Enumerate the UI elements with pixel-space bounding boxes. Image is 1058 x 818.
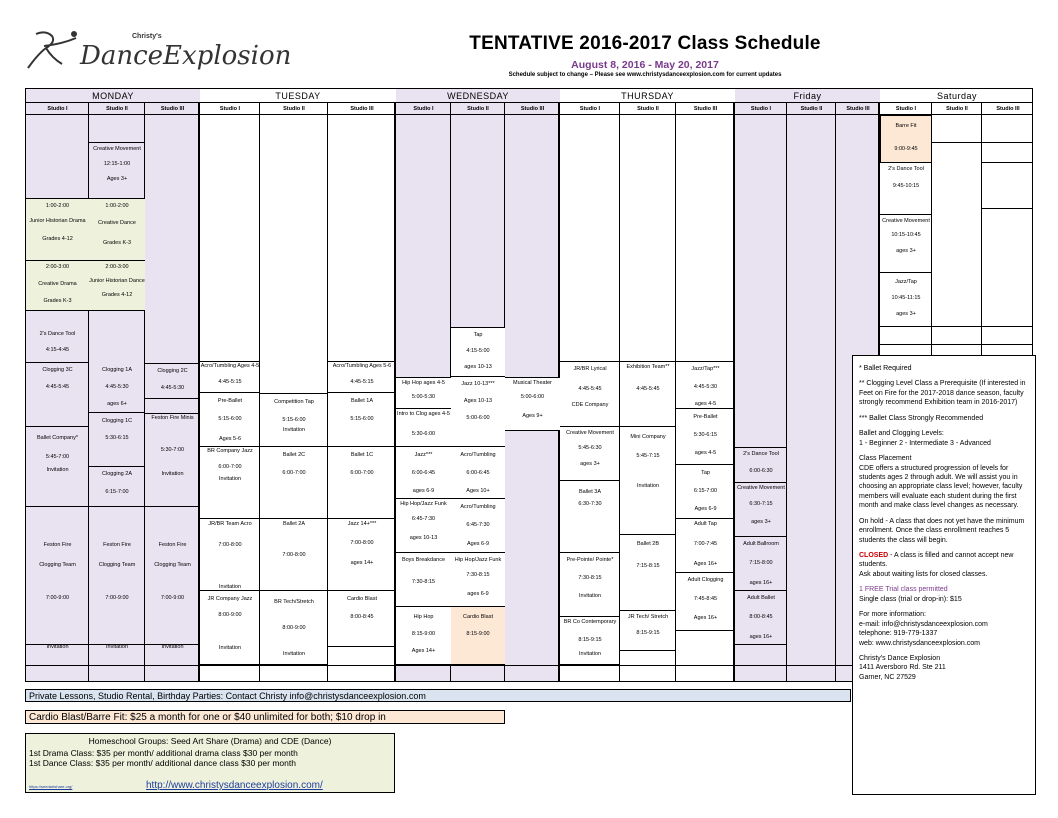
- website-link[interactable]: http://www.christysdanceexplosion.com/: [146, 780, 323, 791]
- class-cell: Cardio Blast 8:15-9:00: [451, 607, 505, 665]
- class-cell: Pre-Ballet 5:30-6:15 ages 4-5: [676, 409, 735, 465]
- studio-header: Studio I: [880, 103, 932, 115]
- homeschool-drama-price: 1st Drama Class: $35 per month/ additional drama class $30 per month: [29, 748, 298, 758]
- logo-small-text: Christy's: [132, 33, 162, 40]
- empty-slot: [26, 115, 89, 199]
- logo-main-text: DanceExplosion: [80, 41, 292, 71]
- day-header-wednesday: WEDNESDAY: [396, 89, 560, 103]
- class-cell: JR/BR Team Acro 7:00-8:00 Invitation: [200, 519, 260, 591]
- studio-header: Studio II: [451, 103, 505, 115]
- note-clogging-prereq: ** Clogging Level Class a Prerequisite (If interested in Feet on Fire for the 2017-2018 dance season, faculty strongly recommend Exhibition team in 2016-2017): [859, 380, 1026, 407]
- homeschool-title: Homeschool Groups: Seed Art Share (Drama) and CDE (Dance): [88, 736, 332, 746]
- class-cell: Pre-Ballet 5:15-6:00 Ages 5-6: [200, 393, 260, 447]
- class-cell: 1:00-2:00 Junior Historian Drama Grades 4-12: [26, 199, 89, 261]
- class-cell: Adult Clogging 7:45-8:45 Ages 16+: [676, 573, 735, 631]
- empty-slot: [89, 115, 145, 143]
- class-cell: Adult Ballet 8:00-8:45 ages 16+: [735, 591, 787, 645]
- class-cell: Hip Hop 8:15-9:00 Ages 14+: [396, 607, 451, 665]
- class-cell: 2's Dance Tool 4:15-4:45: [26, 327, 89, 363]
- class-cell: Ballet 2C 6:00-7:00: [260, 447, 328, 519]
- class-cell: Acro/Tumbling Ages 4-5 4:45-5:15: [200, 361, 260, 393]
- studio-header: Studio I: [735, 103, 787, 115]
- studio-header: Studio III: [676, 103, 735, 115]
- class-cell: Adult Ballroom 7:15-8:00 ages 16+: [735, 537, 787, 591]
- studio-header: Studio II: [260, 103, 328, 115]
- empty-slot: [26, 311, 89, 327]
- homeschool-dance-price: 1st Dance Class: $35 per month/ additional dance class $30 per month: [29, 758, 296, 768]
- class-cell: BR Tech/Stretch 8:00-9:00 Invitation: [260, 591, 328, 665]
- studio-header: Studio II: [787, 103, 836, 115]
- studio-header: Studio I: [560, 103, 620, 115]
- business-city: Garner, NC 27529: [859, 673, 916, 681]
- class-cell: Clogging 3C 4:45-5:45: [26, 363, 89, 427]
- logo: [22, 24, 292, 78]
- notes-box: [852, 355, 1036, 795]
- class-cell: Competition Tap 5:15-6:00 Invitation: [260, 393, 328, 447]
- class-cell: Ballet 2A 7:00-8:00: [260, 519, 328, 591]
- class-cell: Intro to Clog ages 4-5 5:30-6:00: [396, 409, 451, 447]
- class-cell: Creative Movement 10:15-10:45 ages 3+: [880, 215, 932, 273]
- contact-telephone: telephone: 919-779-1337: [859, 630, 938, 638]
- class-cell: Hip Hop/Jazz Funk 7:30-8:15 ages 6-9: [451, 553, 505, 607]
- studio-header: Studio III: [145, 103, 200, 115]
- class-cell: JR/BR Lyrical 4:45-5:45 CDE Company: [560, 361, 620, 427]
- class-cell: Feston Fire Clogging Team 7:00-9:00 Invitation: [26, 507, 89, 645]
- class-cell: 2's Dance Tool 9:45-10:15: [880, 163, 932, 215]
- class-cell: Feston Fire Minis 5:30-7:00 Invitation: [145, 413, 200, 507]
- note-free-trial: 1 FREE Trial class permitted: [859, 586, 948, 594]
- class-cell: Acro/Tumbling Ages 5-6 4:45-5:15: [328, 361, 396, 393]
- seed-art-share-link[interactable]: https://seedartshare.org/: [29, 784, 73, 789]
- studio-header: Studio I: [200, 103, 260, 115]
- studio-header: Studio III: [328, 103, 396, 115]
- class-cell: Jazz/Tap 10:45-11:15 ages 3+: [880, 273, 932, 327]
- class-cell: Acro/Tumbling 6:45-7:30 Ages 6-9: [451, 499, 505, 553]
- studio-header: Studio II: [620, 103, 676, 115]
- class-cell: Acro/Tumbling 6:00-6:45 Ages 10+: [451, 447, 505, 499]
- class-cell: 1:00-2:00 Creative Dance Grades K-3: [89, 199, 145, 261]
- empty-slot: [982, 143, 1033, 163]
- class-cell: JR Company Jazz 8:00-9:00 Invitation: [200, 591, 260, 665]
- note-levels: 1 - Beginner 2 - Intermediate 3 - Advanced: [859, 439, 991, 447]
- class-cell: Hip Hop ages 4-5 5:00-5:30: [396, 377, 451, 409]
- class-cell: Musical Theater 5:00-6:00 Ages 9+: [505, 377, 560, 431]
- class-cell: Creative Movement 6:30-7:15 ages 3+: [735, 483, 787, 537]
- empty-slot: [932, 115, 1033, 143]
- class-cell: Clogging 2C 4:45-5:30: [145, 363, 200, 399]
- class-cell: Hip Hop/Jazz Funk 6:45-7:30 ages 10-13: [396, 499, 451, 553]
- studio-header: Studio III: [982, 103, 1033, 115]
- closed-label: CLOSED: [859, 552, 889, 559]
- studio-header: Studio I: [26, 103, 89, 115]
- private-lessons-bar: Private Lessons, Studio Rental, Birthday Parties: Contact Christy info@christysdanceexplosion.com: [25, 689, 851, 702]
- class-cell: Mini Company 5:45-7:15 Invitation: [620, 427, 676, 535]
- class-cell: Feston Fire Clogging Team 7:00-9:00 Invitation: [89, 507, 145, 645]
- day-header-saturday: Saturday: [880, 89, 1033, 103]
- class-cell: Barre Fit 9:00-9:45: [880, 115, 932, 163]
- col-fri-s2: [787, 89, 836, 682]
- note-single-class: Single class (trial or drop-in): $15: [859, 595, 962, 603]
- note-placement-title: Class Placement: [859, 455, 912, 463]
- dancer-figure-icon: [28, 32, 76, 68]
- class-cell: Clogging 1A 4:45-5:30 ages 6+: [89, 363, 145, 413]
- empty-slot: [982, 163, 1033, 209]
- schedule-subject-note: Schedule subject to change – Please see www.christysdanceexplosion.com for current updates: [508, 72, 782, 78]
- class-cell: Tap 6:15-7:00 Ages 6-9: [676, 465, 735, 519]
- class-cell: Cardio Blast 8:00-8:45: [328, 591, 396, 647]
- class-cell: 2:00-3:00 Junior Historian Dance Grades 4-12: [89, 261, 145, 311]
- studio-header: Studio II: [932, 103, 982, 115]
- class-cell: Ballet 3A 6:30-7:30: [560, 481, 620, 553]
- contact-email[interactable]: e-mail: info@christysdanceexplosion.com: [859, 620, 988, 628]
- class-cell: Ballet 1A 5:15-6:00: [328, 393, 396, 447]
- note-on-hold: On hold - A class that does not yet have the minimum enrollment. Once the class enrollment reaches 5 students the class will begin.: [859, 517, 1025, 544]
- note-levels-title: Ballet and Clogging Levels:: [859, 430, 944, 438]
- class-cell: Feston Fire Clogging Team 7:00-9:00 Invitation: [145, 507, 200, 645]
- empty-slot: [932, 309, 1033, 327]
- homeschool-box: [25, 733, 395, 793]
- note-ballet-recommended: *** Ballet Class Strongly Recommended: [859, 414, 984, 422]
- class-cell: Pre-Pointe/ Pointe* 7:30-8:15 Invitation: [560, 553, 620, 617]
- season-dates: August 8, 2016 - May 20, 2017: [571, 59, 719, 71]
- class-cell: Tap 4:15-5:00 ages 10-13: [451, 327, 505, 377]
- class-cell: Boys Breakdance 7:30-8:15: [396, 553, 451, 607]
- class-cell: Adult Tap 7:00-7:45 Ages 16+: [676, 519, 735, 573]
- contact-web[interactable]: web: www.christysdanceexplosion.com: [859, 639, 980, 647]
- class-cell: JR Tech/ Stretch 8:15-9:15: [620, 611, 676, 651]
- class-cell: Clogging 1C 5:30-6:15: [89, 413, 145, 467]
- business-name: Christy's Dance Explosion: [859, 654, 941, 662]
- class-cell: Ballet Company* 5:45-7:00 Invitation: [26, 427, 89, 507]
- note-waiting-list: Ask about waiting lists for closed classes.: [859, 570, 988, 578]
- class-cell: BR Company Jazz 6:00-7:00 Invitation: [200, 447, 260, 519]
- note-more-info: For more information:: [859, 611, 926, 619]
- class-cell: 2's Dance Tool 6:00-6:30: [735, 447, 787, 483]
- studio-header: Studio I: [396, 103, 451, 115]
- class-cell: Creative Movement 12:15-1:00 Ages 3+: [89, 143, 145, 199]
- studio-header: Studio III: [836, 103, 880, 115]
- studio-header: Studio II: [89, 103, 145, 115]
- note-closed: CLOSED - A class is filled and cannot accept new students.: [859, 552, 1014, 569]
- class-cell: Jazz/Tap*** 4:45-5:30 ages 4-5: [676, 361, 735, 409]
- empty-slot: [880, 327, 1033, 345]
- day-header-friday: Friday: [735, 89, 880, 103]
- class-cell: Ballet 1C 6:00-7:00: [328, 447, 396, 519]
- class-cell: Jazz 14+*** 7:00-8:00 ages 14+: [328, 519, 396, 591]
- class-cell: Jazz 10-13*** Ages 10-13 5:00-6:00: [451, 377, 505, 447]
- class-cell: Exhibition Team** 4:45-5:45: [620, 361, 676, 427]
- class-cell: Jazz*** 6:00-6:45 ages 6-9: [396, 447, 451, 499]
- page-title: TENTATIVE 2016-2017 Class Schedule: [469, 33, 821, 54]
- studio-header: Studio III: [505, 103, 560, 115]
- day-header-monday: MONDAY: [26, 89, 200, 103]
- cardio-pricing-bar: Cardio Blast/Barre Fit: $25 a month for one or $40 unlimited for both; $10 drop in: [25, 710, 505, 724]
- class-cell: BR Co Contemporary 8:15-9:15 Invitation: [560, 617, 620, 665]
- class-cell: 2:00-3:00 Creative Drama Grades K-3: [26, 261, 89, 311]
- business-address: 1411 Aversboro Rd. Ste 211: [859, 664, 946, 672]
- class-cell: Creative Movement 5:45-6:30 ages 3+: [560, 427, 620, 481]
- class-cell: Ballet 2B 7:15-8:15: [620, 535, 676, 611]
- note-ballet-required: * Ballet Required: [859, 365, 912, 372]
- note-placement: CDE offers a structured progression of levels for students ages 2 through adult. We will assist you in choosing an appropriate class level; however, faculty members will evaluate each student during the first month and make class level changes as necessary.: [859, 464, 1023, 510]
- day-header-tuesday: TUESDAY: [200, 89, 396, 103]
- class-cell: Clogging 2A 6:15-7:00: [89, 467, 145, 507]
- day-header-thursday: THURSDAY: [560, 89, 735, 103]
